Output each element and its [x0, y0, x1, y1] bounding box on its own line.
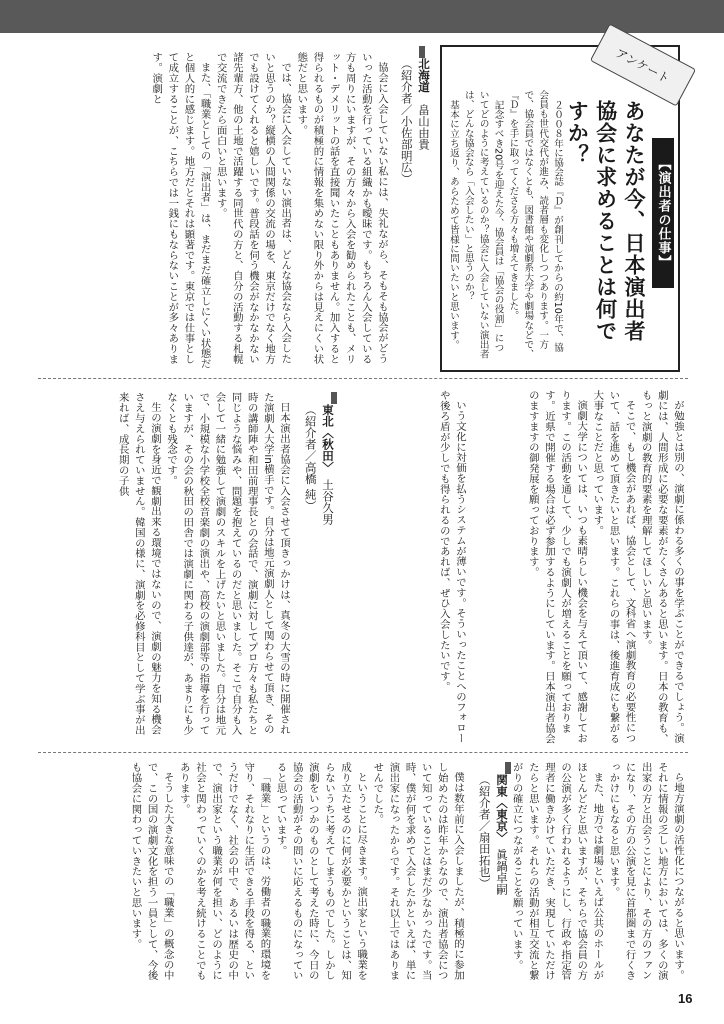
- introducer: （紹介者／扇田拓也）: [477, 774, 492, 889]
- article-header-tohoku: [296, 404, 336, 644]
- article-paragraph: 演劇大学については、いつも素晴らしい機会を与えて頂いて、感謝しております。この活動を通して、少しでも演劇人が増えることを願っております。近県で開催する場合は必ず参加するようにしています。日本演出者協会のますますの御発展を願っております。: [526, 390, 588, 744]
- article-continuation-chubu: [510, 762, 686, 984]
- category-label: 【演出者の仕事】: [652, 138, 674, 288]
- article-region: 関東〈東京〉: [495, 774, 509, 838]
- article-paragraph: そこで、もし機会があれば、協会として、文科省へ演劇教育の必要性について、話を進めて頂きたいと思います。これらの事は、後進育成にも繋がる大事なことだと思っています。: [591, 390, 636, 744]
- author-name: 土谷久男: [321, 478, 335, 525]
- intro-paragraph: 基本に立ち返り、あらためて皆様に問いたいと思います。: [447, 99, 459, 350]
- article-paragraph: また、地方では劇場といえば公共のホールがほとんどだと思いますが、そちらで協会員の方の公演が多く行われるようにし、行政や指定管理者に働きかけていただき、実現していただけたらと思います。それらの活動が相互交流と繋がりの確立につながることを願っています。: [510, 762, 604, 981]
- article-paragraph: 生の演劇を身近で観劇出来る環境ではないので、演劇の魅力を知る機会さえ与えられていません。韓国の様に、演劇を必修科目として学ぶ事が出来れば、成長期の子供: [116, 392, 161, 736]
- article-paragraph: ら地方演劇の活性化につながると思います。それに情報の乏しい地方においては、多くの演出家の方と出会うことにより、その方のファンになり、その方の公演を見に首都圏まで行くきっかけにもなると思います。: [607, 762, 684, 981]
- section-divider: [38, 378, 688, 379]
- introducer: （紹介者／小佐部明広）: [399, 58, 414, 185]
- author-name: 畠山由貴: [417, 104, 431, 150]
- questionnaire-badge: アンケート: [590, 23, 696, 106]
- section-marker: [419, 46, 425, 58]
- article-region: 北海道: [417, 58, 431, 93]
- section-marker: [505, 762, 511, 774]
- author-name: 眞鍋卓嗣: [495, 848, 509, 895]
- article-body-kanto: [40, 762, 466, 984]
- article-continuation-hokkaido: [358, 390, 468, 746]
- article-header-hokkaido: [392, 58, 432, 298]
- page-number: 16: [678, 991, 693, 1006]
- section-marker: [331, 392, 337, 404]
- article-header-kanto: [470, 774, 510, 984]
- article-paragraph: ということに尽きます。演出家という職業を成り立たせるのに何が必要かということは、知らないうちに考えてしまうものでした。しかし演劇をいつかのものとして考えた時に、今日の協会の活動がその問いに応えるものになっていると思っています。: [274, 762, 368, 981]
- section-divider: [38, 752, 688, 753]
- article-paragraph: では、協会に入会していない演出者は、どんな協会なら入会したいと思うのか？縦横の人間関係の交流の場を、東京だけでなく地方でも設けてくれると嬉しいです。普段話を伺う機会がなかなかない諸先輩方、他の土地で活躍する同世代の方と、自分の活動する札幌で交流できたら面白いと思います。: [214, 52, 292, 364]
- intro-paragraph: ２００８年に協会誌『Ｄ』が創刊してからの約10年で、協会員も世代交代が進み、読者層も変化しつつあります。一方で、協会員ではなくとも、図書館や演劇系大学や劇場などで、『Ｄ』を手に取ってくださる方々も増えてきました。: [507, 90, 563, 359]
- intro-text: [447, 90, 564, 360]
- article-paragraph: そうした大きな意味での「職業」の概念の中で、この国の演劇文化を担う一員として、今後も協会に関わっていきたいと思います。: [129, 762, 174, 981]
- article-paragraph: いう文化に対価を払うシステムが薄いです。そういったことへのフォローや後ろ盾が少しでも得られるのであれば、ぜひ入会したいです。: [437, 390, 466, 744]
- article-body-hokkaido: [40, 52, 390, 372]
- introducer: （紹介者／高橋 純）: [303, 404, 318, 512]
- article-paragraph: また、「職業としての「演出者」は、まだまだ確立しにくい状態だと個人的に感じます。地方だとそれは顕著です。東京では仕事として成立することが、こちらでは一銭にもならないことが多々あります。演劇と: [150, 52, 211, 370]
- article-body-tohoku: [40, 392, 292, 742]
- article-continuation-tohoku: [486, 390, 686, 746]
- page-title: あなたが今、日本演出者協会に求めることは何ですか？: [565, 100, 646, 342]
- article-paragraph: 「職業」というのは、労働者の職業的環境を守り、それなりに生活できる手段を得る、というだけでなく、社会の中で、あるいは歴史の中で、演出家という職業が何を担い、どのように社会と関わっていくのかを考え続けることでもあります。: [177, 762, 271, 981]
- article-paragraph: 日本演出者協会に入会させて頂きっかけは、真冬の大雪の時に開催された演劇人大学in横手です。自分は地元演劇人として関わらせて頂き、その時の講師陣や和田前理事長との会話で、演劇に対してプロ方々も私たちと同じような悩みや、問題を抱えているのだと思いました。そこで自分も入会して一緒に勉強して演劇のスキルを上げたいと思いました。自分は地元で、小規模な小学校全校音楽劇の演出や、高校の演劇部等の指導を行っていますが、その会の秋田の田舎では演劇に関わる子供達が、あまりにも少なくとも残念です。: [165, 392, 290, 736]
- article-paragraph: が勉強とは別の、演劇に係わる多くの事を学ぶことができるでしょう。演劇には、人間形成に必要な要素がたくさんあると思います。日本の教育も、もっと演劇の教育的要素を理解してほしいと思います。: [639, 390, 684, 744]
- article-paragraph: 僕は数年前に入会しましたが、積極的に参加し始めたのは昨年からなので、演出者協会について知っていることはまだ少なかったです。当時、僕が何を求めて入会したかといえば、単に演出家になったからです。それ以上ではありませんでした。: [371, 762, 464, 981]
- article-paragraph: 協会に入会していない私には、失礼ながら、そもそも協会がどういった活動を行っている組織かも曖昧です。もちろん入会している方も周りにいますが、その方々から入会を勧められたことも、メリット・デメリットの話を直接聞いたこともありません。加入すると得られるものが積極的に情報を集めない限り外からは見えにくい状態だと思います。: [295, 52, 388, 364]
- article-region: 東北〈秋田〉: [321, 404, 335, 468]
- intro-paragraph: 記念すべき20号を迎えた今、協会員は「協会の役割」についてどのように考えているのか？協会に入会していない演出者は、どんな協会なら「入会したい」と思うのか？: [462, 90, 504, 359]
